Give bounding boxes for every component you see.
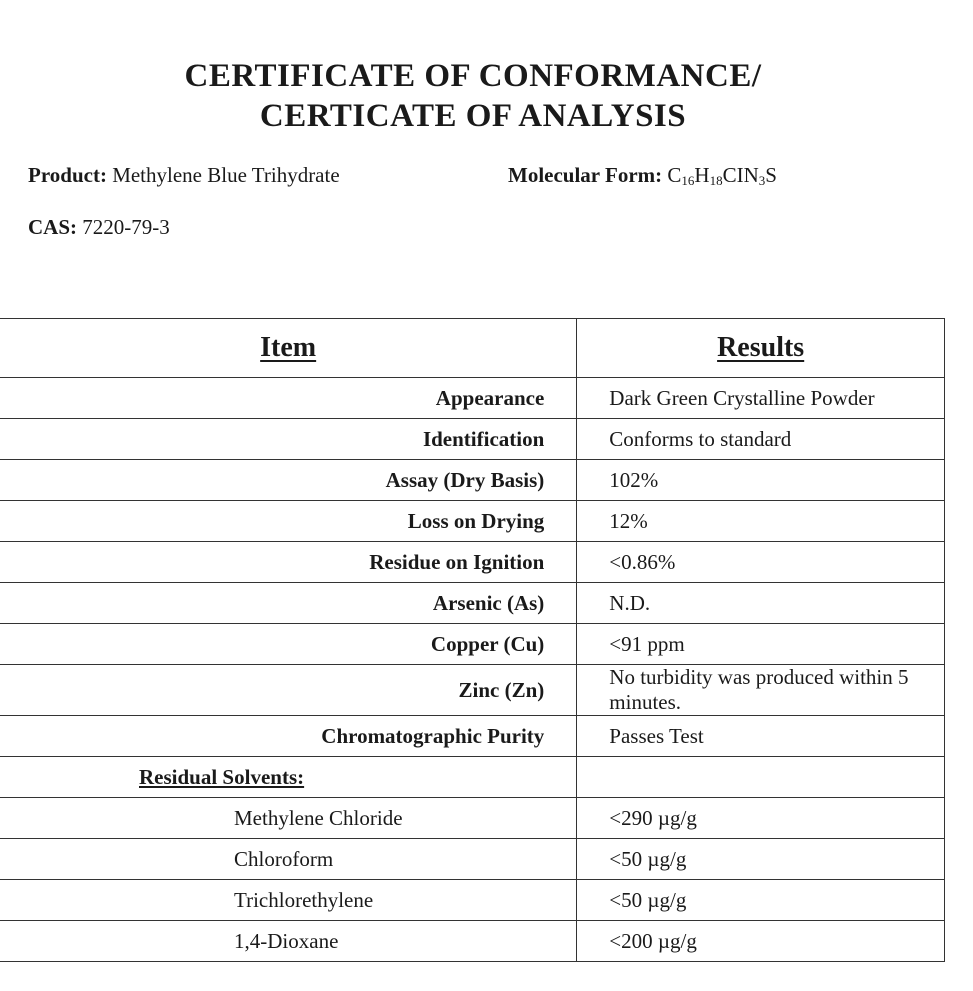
row-item: Chromatographic Purity xyxy=(0,716,577,757)
product-value: Methylene Blue Trihydrate xyxy=(112,163,340,187)
table-row xyxy=(0,798,945,839)
table-row xyxy=(0,880,945,921)
solvent-result: <50 µg/g xyxy=(577,839,945,880)
molecular-form-field xyxy=(508,162,777,188)
formula-cin: CIN xyxy=(722,163,759,187)
row-item: Loss on Drying xyxy=(0,501,577,542)
document-title-line2: CERTICATE OF ANALYSIS xyxy=(259,98,687,134)
empty-result-cell xyxy=(577,757,945,798)
analysis-table xyxy=(0,318,945,962)
formula-h-subscript: 18 xyxy=(709,173,723,188)
molecular-form-label: Molecular Form: xyxy=(508,163,663,187)
cas-value: 7220-79-3 xyxy=(82,215,170,239)
table-row xyxy=(0,624,945,665)
table-row xyxy=(0,921,945,962)
document-title-line1: CERTIFICATE OF CONFORMANCE/ xyxy=(184,58,762,94)
row-result: N.D. xyxy=(577,583,945,624)
cas-label: CAS: xyxy=(28,215,78,239)
residual-solvents-heading: Residual Solvents: xyxy=(0,757,577,798)
product-field xyxy=(28,162,340,188)
molecular-form-value xyxy=(667,163,777,187)
solvent-result: <290 µg/g xyxy=(577,798,945,839)
row-result: Passes Test xyxy=(577,716,945,757)
table-row xyxy=(0,839,945,880)
row-result: <91 ppm xyxy=(577,624,945,665)
row-result: Dark Green Crystalline Powder xyxy=(577,378,945,419)
section-row xyxy=(0,757,945,798)
row-result: 12% xyxy=(577,501,945,542)
table-header-row xyxy=(0,319,945,378)
row-item: Zinc (Zn) xyxy=(0,665,577,716)
solvent-item: Methylene Chloride xyxy=(0,798,577,839)
table-row xyxy=(0,501,945,542)
table-row xyxy=(0,378,945,419)
solvent-item: 1,4-Dioxane xyxy=(0,921,577,962)
solvent-item: Chloroform xyxy=(0,839,577,880)
table-row xyxy=(0,419,945,460)
row-result: <0.86% xyxy=(577,542,945,583)
table-row xyxy=(0,460,945,501)
table-row xyxy=(0,542,945,583)
row-item: Assay (Dry Basis) xyxy=(0,460,577,501)
cas-field xyxy=(28,214,170,240)
row-item: Appearance xyxy=(0,378,577,419)
row-item: Copper (Cu) xyxy=(0,624,577,665)
table-row xyxy=(0,583,945,624)
row-result: 102% xyxy=(577,460,945,501)
table-row xyxy=(0,665,945,716)
product-label: Product: xyxy=(28,163,107,187)
row-result: Conforms to standard xyxy=(577,419,945,460)
table-row xyxy=(0,716,945,757)
formula-s: S xyxy=(765,163,777,187)
row-item: Residue on Ignition xyxy=(0,542,577,583)
row-item: Identification xyxy=(0,419,577,460)
solvent-item: Trichlorethylene xyxy=(0,880,577,921)
formula-h: H xyxy=(694,163,710,187)
row-item: Arsenic (As) xyxy=(0,583,577,624)
formula-c-subscript: 16 xyxy=(681,173,695,188)
row-result: No turbidity was produced within 5 minutes. xyxy=(577,665,945,716)
solvent-result: <200 µg/g xyxy=(577,921,945,962)
formula-n-subscript: 3 xyxy=(758,173,766,188)
solvent-result: <50 µg/g xyxy=(577,880,945,921)
item-column-header: Item xyxy=(0,319,577,378)
formula-c: C xyxy=(667,163,682,187)
results-column-header: Results xyxy=(577,319,945,378)
